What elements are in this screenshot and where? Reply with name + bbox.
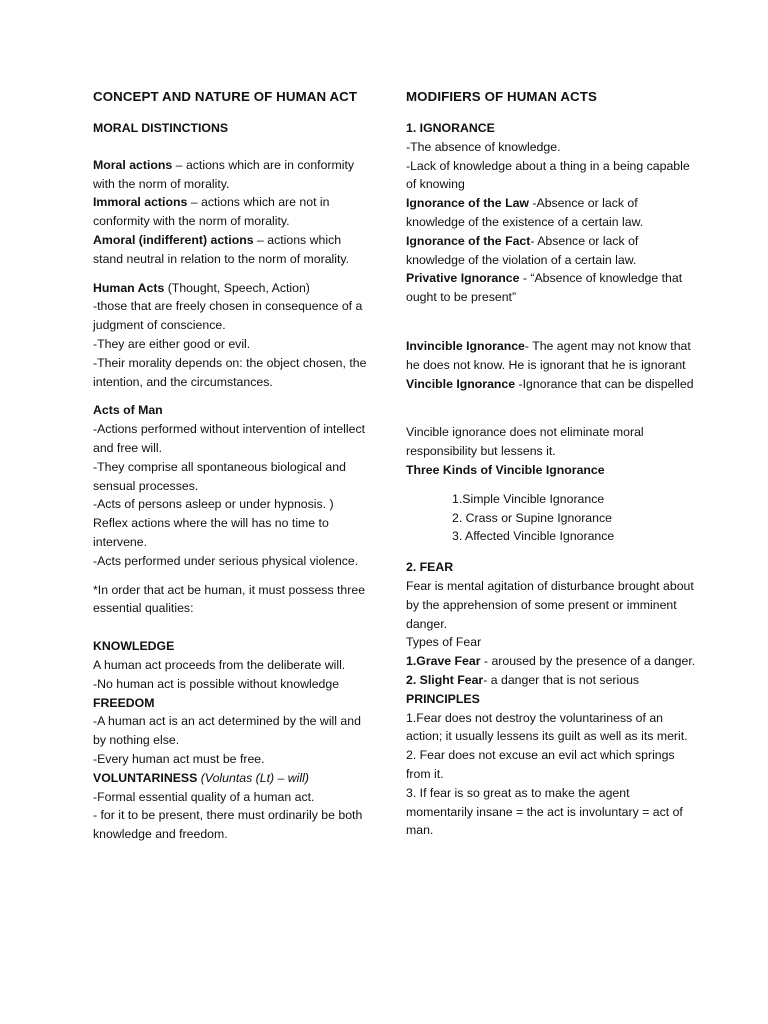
immoral-actions-def: – actions which are not in conformity with the norm of morality. [93,195,330,229]
principle-line: 3. If fear is so great as to make the agent momentarily insane = the act is involuntary = act of man. [406,785,683,838]
left-title: CONCEPT AND NATURE OF HUMAN ACT [93,89,358,104]
invincible-ignorance [406,337,696,375]
moral-actions-term: Moral actions [93,157,173,172]
knowledge-line: A human act proceeds from the deliberate will. [93,657,346,672]
voluntariness-line: -Formal essential quality of a human act. [93,789,315,804]
ignorance-line: -The absence of knowledge. [406,139,561,154]
vincible-ignorance-term: Vincible Ignorance [406,376,516,391]
ignorance-of-law-term: Ignorance of the Law [406,196,529,211]
three-kinds-heading: Three Kinds of Vincible Ignorance [406,462,605,477]
ignorance-of-fact-term: Ignorance of the Fact [406,233,531,248]
slight-fear-def: - a danger that is not serious [483,672,640,687]
acts-of-man-line: -Actions performed without intervention of intellect and free will. [93,422,366,455]
voluntariness-line: - for it to be present, there must ordinarily be both knowledge and freedom. [93,808,363,842]
principle-line: 2. Fear does not excuse an evil act which springs from it. [406,748,675,781]
voluntariness-heading [93,769,371,788]
right-title: MODIFIERS OF HUMAN ACTS [406,89,597,104]
human-acts-line: -They are either good or evil. [93,336,251,351]
invincible-ignorance-term: Invincible Ignorance [406,338,525,353]
kind-item: 3. Affected Vincible Ignorance [452,529,615,544]
freedom-line: -A human act is an act determined by the will and by nothing else. [93,714,361,748]
amoral-actions-term: Amoral (indifferent) actions [93,232,254,247]
principles-heading: PRINCIPLES [406,691,480,706]
privative-ignorance-def: - “Absence of knowledge that ought to be present” [406,271,683,305]
human-acts-line: -Their morality depends on: the object chosen, the intention, and the circumstances. [93,355,367,389]
grave-fear [406,652,696,671]
knowledge-heading: KNOWLEDGE [93,639,175,654]
grave-fear-term: 1.Grave Fear [406,654,481,669]
human-acts-paren: (Thought, Speech, Action) [164,280,310,295]
left-column [93,88,371,844]
voluntariness-italic: (Voluntas (Lt) – will) [197,770,309,785]
human-acts-heading [93,279,371,298]
right-column [406,88,696,840]
invincible-ignorance-def: - The agent may not know that he does not know. He is ignorant that he is ignorant [406,338,691,372]
acts-of-man-heading: Acts of Man [93,403,163,418]
knowledge-line: -No human act is possible without knowledge [93,676,340,691]
fear-heading: 2. FEAR [406,560,454,575]
slight-fear [406,671,696,690]
ignorance-line: -Lack of knowledge about a thing in a being capable of knowing [406,158,690,192]
fear-definition: Fear is mental agitation of disturbance brought about by the apprehension of some present or imminent danger. [406,578,694,631]
kind-item: 2. Crass or Supine Ignorance [452,510,612,525]
vincible-ignorance-def: -Ignorance that can be dispelled [515,376,694,391]
human-acts-line: -those that are freely chosen in consequence of a judgment of conscience. [93,299,363,333]
qualities-intro: *In order that act be human, it must possess three essential qualities: [93,582,366,616]
immoral-actions-paragraph [93,193,371,231]
acts-of-man-line: -Acts of persons asleep or under hypnosis. ) Reflex actions where the will has no time to intervene. [93,497,334,549]
immoral-actions-term: Immoral actions [93,195,188,210]
vincible-note: Vincible ignorance does not eliminate moral responsibility but lessens it. [406,425,644,459]
amoral-actions-def: – actions which stand neutral in relation to the norm of morality. [93,232,350,266]
acts-of-man-line: -Acts performed under serious physical violence. [93,553,359,568]
freedom-line: -Every human act must be free. [93,751,265,766]
privative-ignorance-term: Privative Ignorance [406,271,520,286]
types-of-fear: Types of Fear [406,635,482,650]
ignorance-of-fact [406,232,696,270]
voluntariness-term: VOLUNTARINESS [93,770,198,785]
acts-of-man-line: -They comprise all spontaneous biological and sensual processes. [93,459,346,493]
moral-actions-def: – actions which are in conformity with the norm of morality. [93,157,355,191]
moral-actions-paragraph [93,156,371,194]
ignorance-of-law-def: -Absence or lack of knowledge of the existence of a certain law. [406,196,644,229]
principle-line: 1.Fear does not destroy the voluntariness of an action; it usually lessens its guilt as well as its merit. [406,710,688,744]
moral-distinctions-heading: MORAL DISTINCTIONS [93,121,229,135]
ignorance-of-law [406,194,696,232]
kind-item: 1.Simple Vincible Ignorance [452,491,605,506]
grave-fear-def: - aroused by the presence of a danger. [480,654,696,669]
ignorance-of-fact-def: - Absence or lack of knowledge of the violation of a certain law. [406,233,639,267]
freedom-heading: FREEDOM [93,695,155,710]
human-acts-term: Human Acts [93,280,165,295]
slight-fear-term: 2. Slight Fear [406,672,484,687]
amoral-actions-paragraph [93,231,371,269]
privative-ignorance [406,269,696,307]
ignorance-heading: 1. IGNORANCE [406,121,495,135]
vincible-ignorance [406,375,696,394]
